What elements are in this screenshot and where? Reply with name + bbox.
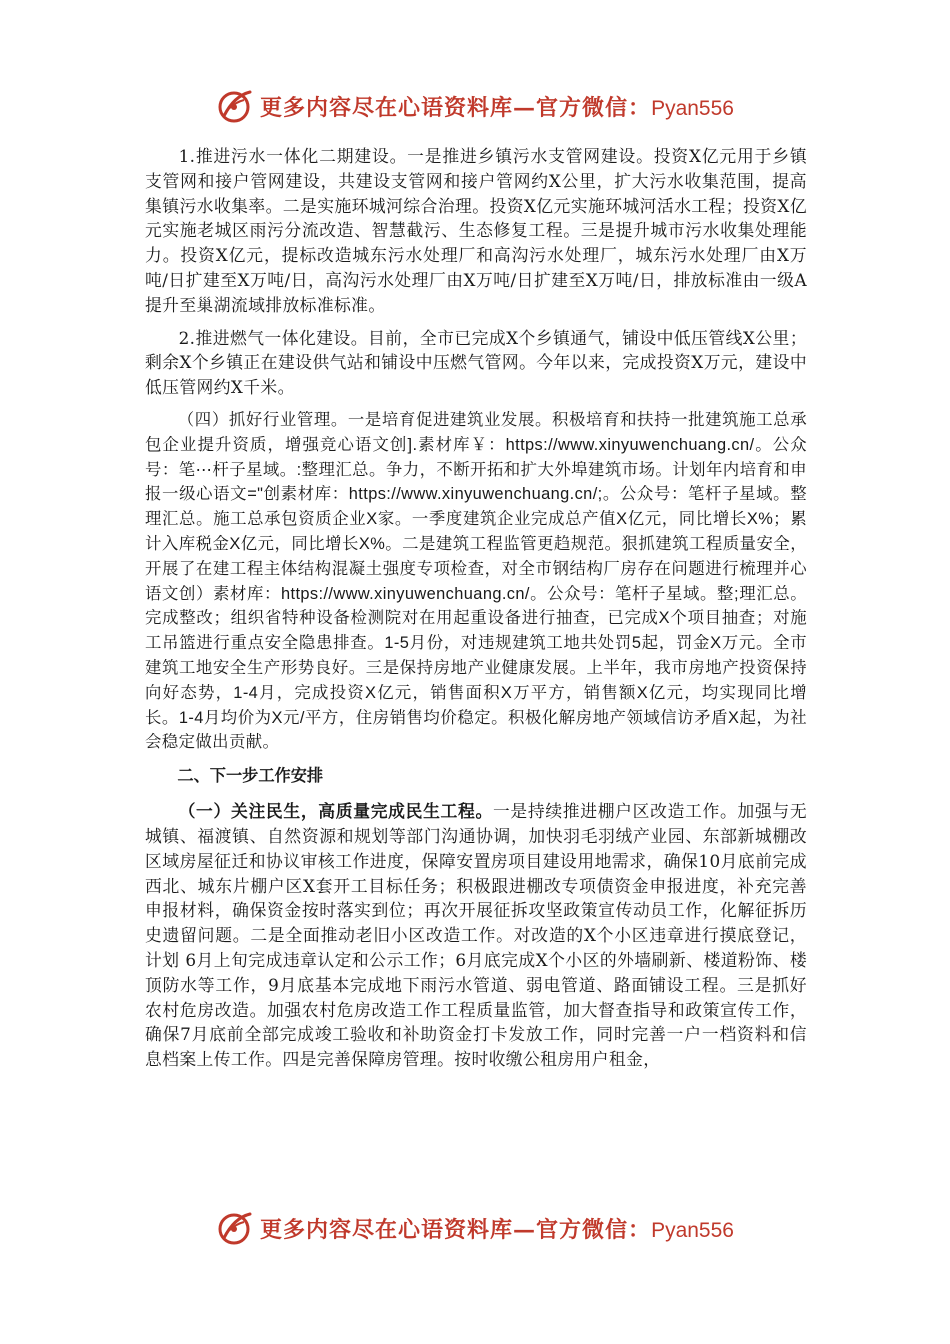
section-heading: 二、下一步工作安排 xyxy=(177,766,324,786)
paragraph-lead: （一）关注民生，高质量完成民生工程。 xyxy=(178,801,493,822)
brand-logo-icon xyxy=(216,86,256,126)
paragraph-body: 一是持续推进棚户区改造工作。加强与无城镇、福渡镇、自然资源和规划等部门沟通协调，加快羽毛羽绒产业园、东部新城棚改区域房屋征迁和协议审核工作进度，保障安置房项目建设用地需求，确保10月底前完成西北、城东片棚户区X套开工目标任务；积极跟进棚改专项债资金申报进度，补充完善申报材料，确保资金按时落实到位；再次开展征拆攻坚政策宣传动员工作，化解征拆历史遗留问题。二是全面推动老旧小区改造工作。对改造的X个小区违章进行摸底登记，计划 6月上旬完成违章认定和公示工作；6月底完成X个小区的外墙刷新、楼道粉饰、楼顶防水等工作，9月底基本完成地下雨污水管道、弱电管道、路面铺设工程。三是抓好农村危房改造。加强农村危房改造工作工程质量监管，加大督查指导和政策宣传工作，确保7月底前全部完成竣工验收和补助资金打卡发放工作，同时完善一户一档资料和信息档案上传工作。四是完善保障房管理。按时收缴公租房用户租金， xyxy=(145,801,807,1070)
footer-watermark-banner xyxy=(0,1208,950,1248)
watermark-text: 更多内容尽在心语资料库—官方微信：Pyan556 xyxy=(260,1216,734,1243)
paragraph-livelihood xyxy=(145,799,807,1072)
paragraph-gas: 2.推进燃气一体化建设。目前，全市已完成X个乡镇通气，铺设中低压管线X公里；剩余X个乡镇正在建设供气站和铺设中压燃气管网。今年以来，完成投资X万元，建设中低压管网约X千米。 xyxy=(145,327,807,398)
watermark-text: 更多内容尽在心语资料库—官方微信：Pyan556 xyxy=(260,94,734,121)
header-watermark-banner xyxy=(0,86,950,126)
document-body xyxy=(145,144,807,1080)
paragraph-sewage: 1.推进污水一体化二期建设。一是推进乡镇污水支管网建设。投资X亿元用于乡镇支管网和接户管网建设，共建设支管网和接户管网约X公里，扩大污水收集范围，提高集镇污水收集率。二是实施环城河综合治理。投资X亿元实施环城河活水工程；投资X亿元实施老城区雨污分流改造、智慧截污、生态修复工程。三是提升城市污水收集处理能力。投资X亿元，提标改造城东污水处理厂和高沟污水处理厂，城东污水处理厂由X万吨/日扩建至X万吨/日，高沟污水处理厂由X万吨/日扩建至X万吨/日，排放标准由一级A提升至巢湖流域排放标准标准。 xyxy=(145,146,807,315)
paragraph-industry-management: （四）抓好行业管理。一是培育促进建筑业发展。积极培育和扶持一批建筑施工总承包企业提升资质，增强竞心语文创].素材库￥：https://www.xinyuwenchuang.cn/。公众号：笔⋯杆子星域。:整理汇总。争力，不断开拓和扩大外埠建筑市场。计划年内培育和申报一级心语文="创素材库：https://www.xinyuwenchuang.cn/;。公众号：笔杆子星域。整理汇总。施工总承包资质企业X家。一季度建筑企业完成总产值X亿元，同比增长X%；累计入库税金X亿元，同比增长X%。二是建筑工程监管更趋规范。狠抓建筑工程质量安全，开展了在建工程主体结构混凝土强度专项检查，对全市钢结构厂房存在问题进行梳理并心语文创）素材库：https://www.xinyuwenchuang.cn/。公众号：笔杆子星域。整;理汇总。完成整改；组织省特种设备检测院对在用起重设备进行抽查，已完成X个项目抽查；对施工吊篮进行重点安全隐患排查。1-5月份，对违规建筑工地共处罚5起，罚金X万元。全市建筑工地安全生产形势良好。三是保持房地产业健康发展。上半年，我市房地产投资保持向好态势，1-4月，完成投资X亿元，销售面积X万平方，销售额X亿元，均实现同比增长。1-4月均价为X元/平方，住房销售均价稳定。积极化解房地产领域信访矛盾X起，为社会稳定做出贡献。 xyxy=(145,410,807,752)
brand-logo-icon xyxy=(216,1208,256,1248)
